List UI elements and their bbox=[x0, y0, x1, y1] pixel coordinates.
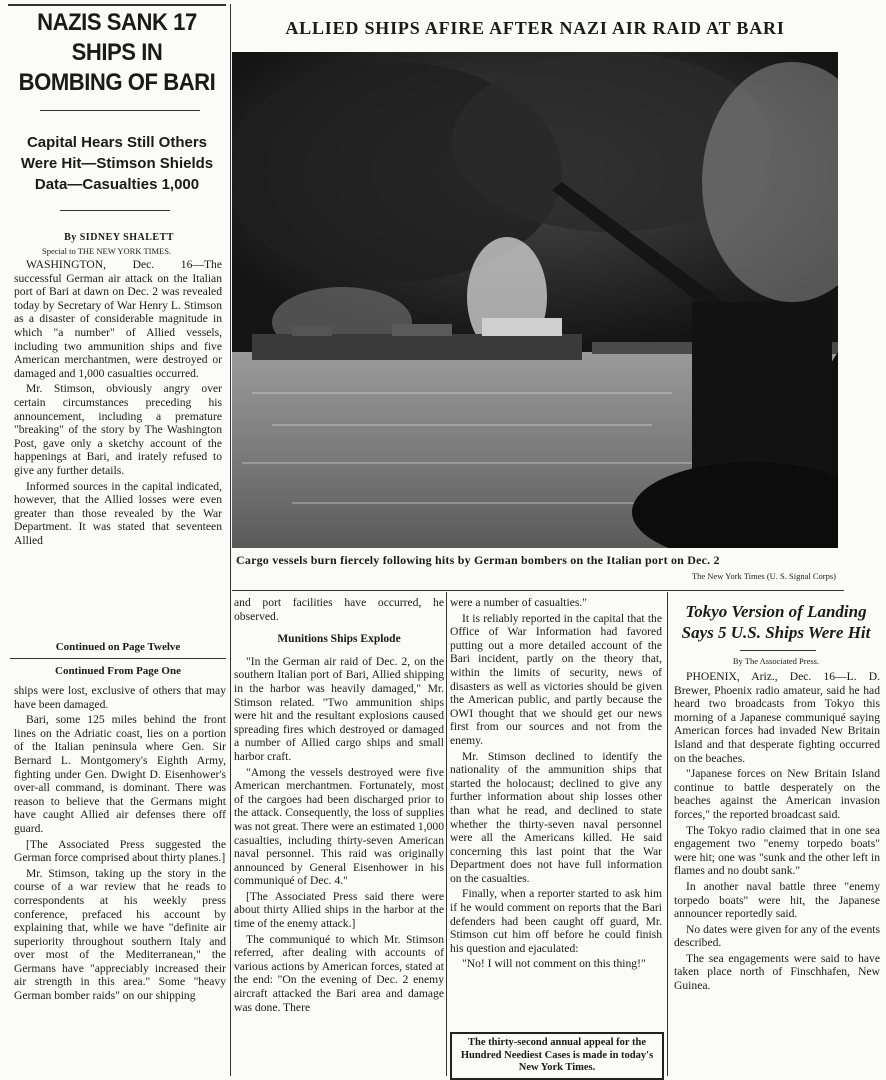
paragraph: No dates were given for any of the events described. bbox=[674, 922, 880, 950]
paragraph: Mr. Stimson declined to identify the nationality of the ammunition ships that started the holocaust; declined to give any further information about ship losses other than what he read, and declined to state whether the thirty-seven naval personnel were all the Americans killed. He said concerning this last point that the War Department does not have full information on the casualties. bbox=[450, 749, 662, 885]
paragraph: The Tokyo radio claimed that in one sea engagement two "enemy torpedo boats" were hit; one was "sunk and the other left in flames and no doubt sank." bbox=[674, 823, 880, 878]
jump-rule bbox=[10, 658, 226, 659]
paragraph: PHOENIX, Ariz., Dec. 16—L. D. Brewer, Phoenix radio amateur, said he had heard two broadcasts from Tokyo this morning of a Japanese communiqué saying American forces had invaded New Britain Island and that desperate fighting occurred on the beaches. bbox=[674, 670, 880, 765]
paragraph: "Among the vessels destroyed were five American merchantmen. Fortunately, most of the cargoes had been discharged prior to the attack. Consequently, the loss of supplies was not great. There were an estimated 1,000 casualties, including thirty-seven American naval personnel. This raid was originally announced by General Eisenhower in his communiqué of Dec. 4." bbox=[234, 765, 444, 888]
main-headline: NAZIS SANK 17 SHIPS IN BOMBING OF BARI bbox=[18, 9, 216, 96]
special-credit: Special to THE NEW YORK TIMES. bbox=[42, 246, 172, 256]
paragraph: Informed sources in the capital indicated, however, that the Allied losses were even greater than those revealed by the War Department. It was stated that seventeen Allied bbox=[14, 479, 222, 547]
tokyo-byline: By The Associated Press. bbox=[732, 656, 820, 666]
tokyo-rule bbox=[740, 650, 816, 651]
continued-from-label: Continued From Page One bbox=[55, 665, 181, 677]
col2-body bbox=[234, 596, 444, 1072]
paragraph: ships were lost, exclusive of others that may have been damaged. bbox=[14, 684, 226, 711]
photo-headline: ALLIED SHIPS AFIRE AFTER NAZI AIR RAID AT BARI bbox=[285, 18, 785, 38]
paragraph: Bari, some 125 miles behind the front lines on the Adriatic coast, lies on a portion of the Italian peninsula where Gen. Sir Bernard L. Montgomery's Eighth Army, fighting under Gen. Dwight D. Eisenhower's over-all command, is dominant. There was reason to believe that the Germans might have caught Allied air defenses there off guard. bbox=[14, 713, 226, 835]
subhead-munitions: Munitions Ships Explode bbox=[277, 633, 401, 646]
left-column-top-rule bbox=[8, 4, 226, 6]
paragraph: [The Associated Press suggested the German force comprised about thirty planes.] bbox=[14, 837, 226, 865]
column-rule bbox=[667, 592, 668, 1076]
left-article-body bbox=[14, 258, 222, 636]
paragraph: Mr. Stimson, obviously angry over certain circumstances preceding his announcement, including a premature "breaking" of the story by The Washington Post, gave only a sketchy account of the happenings at Bari, and irately refused to give any further details. bbox=[14, 382, 222, 477]
paragraph: Finally, when a reporter started to ask him if he would comment on reports that the Bari defenders had been caught off guard, Mr. Stimson cut him off before he could finish his question and ejaculated: bbox=[450, 887, 662, 955]
photo-bottom-rule bbox=[232, 590, 844, 591]
paragraph: [The Associated Press said there were about thirty Allied ships in the harbor at the time of the enemy attack.] bbox=[234, 889, 444, 931]
continued-on-label: Continued on Page Twelve bbox=[55, 641, 181, 653]
tokyo-body bbox=[674, 670, 880, 1076]
paragraph: "In the German air raid of Dec. 2, on the southern Italian port of Bari, Allied shipping in the harbor was heavily damaged," Mr. Stimson related. "Two ammunition ships were hit and the resultant explosions caused spreading fires which destroyed or damaged a number of Allied cargo ships and small harbor craft. bbox=[234, 654, 444, 763]
headline-rule bbox=[40, 110, 200, 111]
bari-harbor-photo bbox=[232, 52, 838, 548]
deck-rule bbox=[60, 210, 170, 211]
col3-body bbox=[450, 596, 662, 1024]
paragraph: WASHINGTON, Dec. 16—The successful German air attack on the Italian port of Bari at dawn on Dec. 2 was revealed today by Secretary of War Henry L. Stimson as a disaster of considerable magnitude in which "a number" of Allied vessels, including two ammunition ships and five American merchantmen, were destroyed or damaged and 1,000 casualties occurred. bbox=[14, 258, 222, 380]
photo-caption: Cargo vessels burn fiercely following hits by German bombers on the Italian port on Dec. 2 bbox=[236, 553, 720, 567]
neediest-cases-box: The thirty-second annual appeal for the Hundred Neediest Cases is made in today's New York Times. bbox=[450, 1032, 664, 1080]
deck-headline: Capital Hears Still Others Were Hit—Stimson Shields Data—Casualties 1,000 bbox=[20, 134, 214, 193]
paragraph: It is reliably reported in the capital that the Office of War Information had favored putting out a more detailed account of the Bari incident, partly on the theory that, within the limits of security, news of disasters as well as victories should be given the American public, and partly because the OWI thought that we should get our news first from our sources and not from the enemy. bbox=[450, 611, 662, 747]
paragraph: The communiqué to which Mr. Stimson referred, after dealing with accounts of various actions by American forces, stated at the end: "On the evening of Dec. 2 enemy aircraft attacked the Bari area and damage was done. There bbox=[234, 932, 444, 1014]
byline: By SIDNEY SHALETT bbox=[64, 232, 174, 243]
paragraph: were a number of casualties." bbox=[450, 596, 588, 609]
paragraph: "Japanese forces on New Britain Island continue to battle desperately on the beaches against the American invasion forces," the reported broadcast said. bbox=[674, 767, 880, 821]
paragraph: and port facilities have occurred, he observed. bbox=[234, 596, 444, 623]
column-rule bbox=[230, 4, 231, 1076]
column-rule bbox=[446, 592, 447, 1076]
paragraph: "No! I will not comment on this thing!" bbox=[462, 957, 646, 971]
paragraph: The sea engagements were said to have taken place north of Finschhafen, New Guinea. bbox=[674, 951, 880, 993]
tokyo-headline: Tokyo Version of Landing Says 5 U.S. Ships Were Hit bbox=[681, 602, 871, 642]
photo-credit: The New York Times (U. S. Signal Corps) bbox=[691, 571, 836, 581]
left-continued-body bbox=[14, 684, 226, 1076]
paragraph: Mr. Stimson, taking up the story in the course of a war review that he reads to correspondents at his weekly press conference, prefaced his account by explaining that, while we have "definite air superiority throughout southern Italy and over most of the Mediterranean," the Germans have "appreciably increased their air strength in this area." Some "heavy German bomber raids" on our shipping bbox=[14, 866, 226, 1003]
paragraph: In another naval battle three "enemy torpedo boats" were hit, the Japanese announcer reportedly said. bbox=[674, 879, 880, 921]
